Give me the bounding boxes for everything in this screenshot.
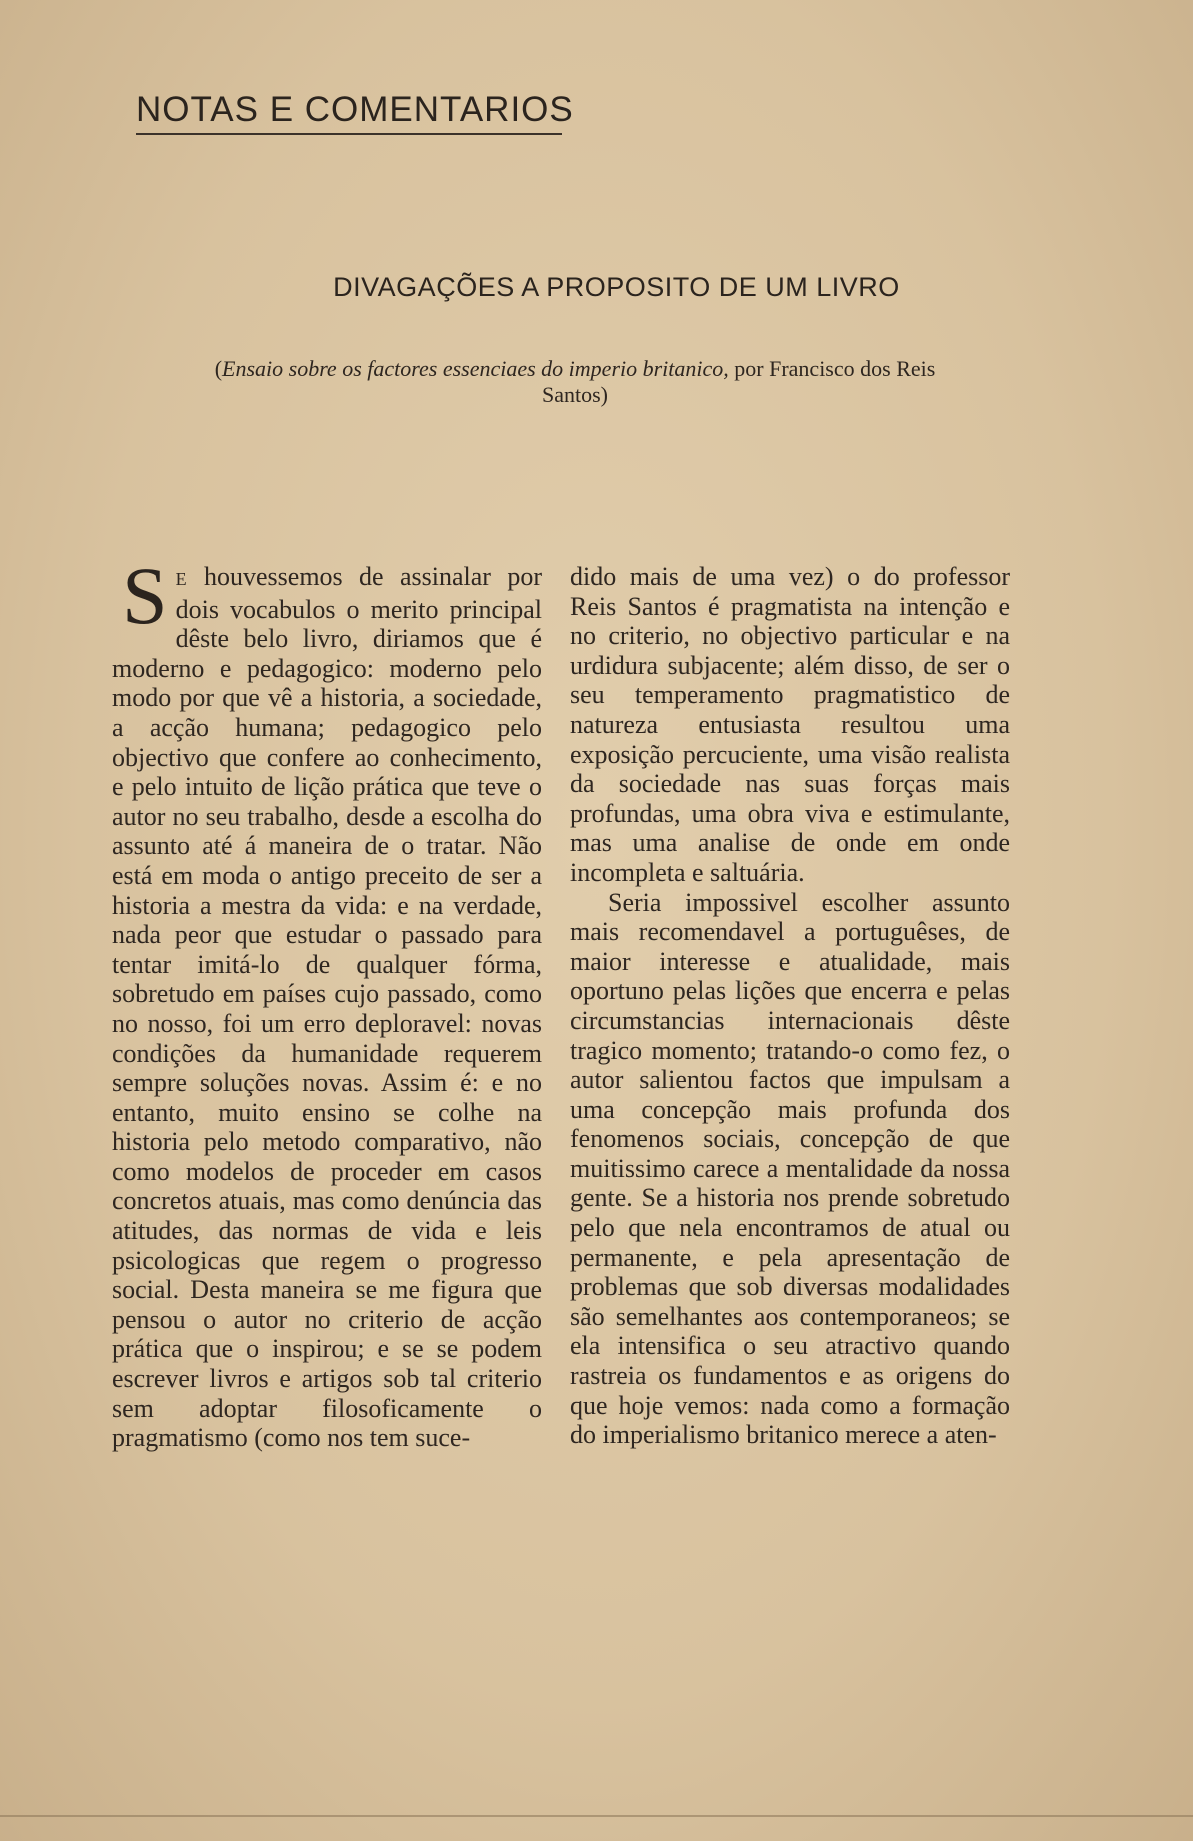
article-subtitle: [180, 356, 970, 408]
paragraph-1-continued: dido mais de uma vez) o do professor Reis Santos é pragmatista na intenção e no criterio, no objectivo particular e na urdidura subjacente; além disso, de ser o seu temperamento pragmatistico de natureza entusiasta resultou uma exposição percuciente, uma visão realista da sociedade nas suas forças mais profundas, uma obra viva e estimulante, mas uma analise de onde em onde incompleta e saltuária.: [570, 562, 1010, 887]
right-column: [570, 562, 1010, 1450]
first-word-rest: E: [175, 569, 188, 589]
subtitle-open: (: [214, 356, 223, 381]
subtitle-rest: por Francisco dos Reis Santos): [542, 356, 936, 407]
paragraph-2: Seria impossivel escolher assunto mais recomendavel a portuguêses, de maior interesse e atualidade, mais oportuno pelas lições que encerra e pelas circumstancias internacionais dêste tragico momento; tratando-o como fez, o autor salientou factos que impulsam a uma concepção mais profunda dos fenomenos sociais, concepção de que muitissimo carece a mentalidade da nossa gente. Se a historia nos prende sobretudo pelo que nela encontramos de atual ou permanente, e pela apresentação de problemas que sob diversas modalidades são semelhantes aos contemporaneos; se ela intensifica o seu atractivo quando rastreia os fundamentos e as origens do que hoje vemos: nada como a formação do imperialismo britanico merece a aten-: [570, 887, 1010, 1450]
paragraph-1: [112, 550, 542, 1453]
page-edge-line: [0, 1815, 1193, 1817]
article-title: DIVAGAÇÕES A PROPOSITO DE UM LIVRO: [333, 272, 900, 302]
left-column: [112, 550, 542, 1453]
section-header: NOTAS E COMENTARIOS: [136, 90, 562, 135]
subtitle-italic: Ensaio sobre os factores essenciaes do imperio britanico,: [222, 356, 729, 381]
left-column-text: houvessemos de assinalar por dois vocabulos o merito principal dêste belo livro, diriamos que é moderno e pedagogico: moderno pelo modo por que vê a historia, a sociedade, a acção humana; pedagogico pelo objectivo que confere ao conhecimento, e pelo intuito de lição prática que teve o autor no seu trabalho, desde a escolha do assunto até á maneira de o tratar. Não está em moda o antigo preceito de ser a historia a mestra da vida: e na verdade, nada peor que estudar o passado para tentar imitá-lo de qualquer fórma, sobretudo em países cujo passado, como no nosso, foi um erro deploravel: novas condições da humanidade requerem sempre soluções novas. Assim é: e no entanto, muito ensino se colhe na historia pelo metodo comparativo, não como modelos de proceder em casos concretos atuais, mas como denúncia das atitudes, das normas de vida e leis psicologicas que regem o progresso social. Desta maneira se me figura que pensou o autor no criterio de acção prática que o inspirou; e se se podem escrever livros e artigos sob tal criterio sem adoptar filosoficamente o pragmatismo (como nos tem suce-: [112, 562, 542, 1453]
dropcap-letter: S: [122, 550, 168, 641]
